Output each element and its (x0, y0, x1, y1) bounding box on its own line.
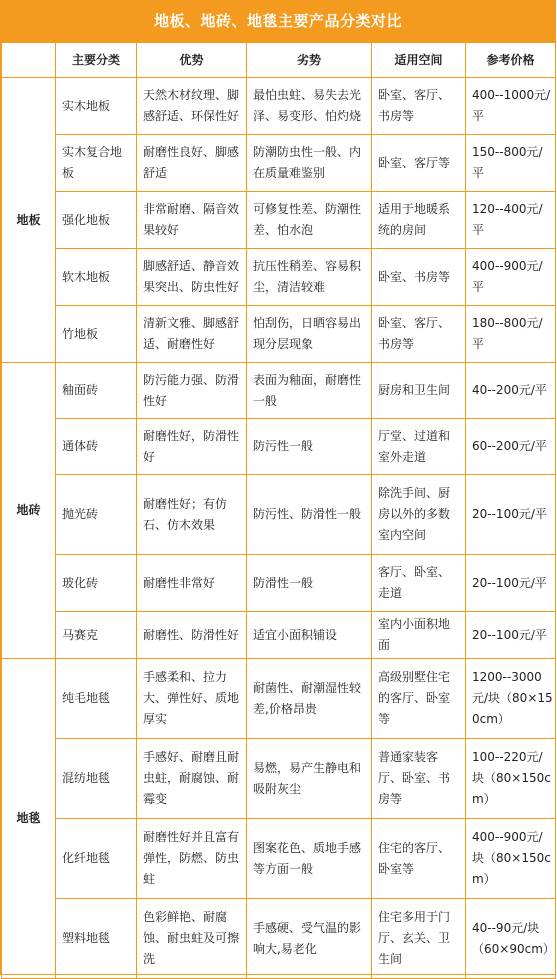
disadvantage-cell: 防潮防虫性一般、内在质量难鉴别 (247, 135, 372, 192)
table-row (2, 612, 556, 659)
price-cell: 60--200元/平 (466, 419, 556, 475)
price-cell: 20--100元/平 (466, 475, 556, 555)
space-cell: 高级别墅住宅的客厅、卧室等 (372, 659, 466, 739)
advantage-cell: 手感好、耐磨且耐虫蛀，耐腐蚀、耐霉变 (137, 739, 247, 819)
table-row (2, 363, 556, 419)
space-cell: 卧室、书房等 (372, 249, 466, 306)
table-row (2, 899, 556, 979)
table-row (2, 135, 556, 192)
price-cell: 400--900元/块（80×150cm） (466, 819, 556, 899)
header-row (2, 43, 556, 78)
header-cell-price: 参考价格 (466, 43, 556, 78)
space-cell: 室内小面积地面 (372, 612, 466, 659)
table-row (2, 555, 556, 612)
category-cell: 马赛克 (56, 612, 137, 659)
advantage-cell: 耐磨性良好、脚感舒适 (137, 135, 247, 192)
group-label-tile: 地砖 (2, 363, 56, 659)
advantage-cell: 耐磨性好并且富有弹性，防燃、防虫蛀 (137, 819, 247, 899)
advantage-cell: 脚感舒适、静音效果突出、防虫性好 (137, 249, 247, 306)
comparison-table (1, 42, 556, 979)
space-cell: 厅堂、过道和室外走道 (372, 419, 466, 475)
space-cell: 除洗手间、厨房以外的多数室内空间 (372, 475, 466, 555)
group-label-carpet: 地毯 (2, 659, 56, 979)
table-row (2, 249, 556, 306)
advantage-cell: 耐磨性、防滑性好 (137, 612, 247, 659)
header-cell-disadvantages: 劣势 (247, 43, 372, 78)
category-cell: 塑料地毯 (56, 899, 137, 979)
space-cell: 普通家装客厅、卧室、书房等 (372, 739, 466, 819)
price-cell: 1200--3000元/块（80×150cm） (466, 659, 556, 739)
category-cell: 化纤地毯 (56, 819, 137, 899)
advantage-cell: 非常耐磨、隔音效果较好 (137, 192, 247, 249)
space-cell: 卧室、客厅、书房等 (372, 78, 466, 135)
disadvantage-cell: 图案花色、质地手感等方面一般 (247, 819, 372, 899)
header-cell-category: 主要分类 (56, 43, 137, 78)
price-cell: 120--400元/平 (466, 192, 556, 249)
table-row (2, 419, 556, 475)
price-cell: 20--100元/平 (466, 612, 556, 659)
advantage-cell: 清新文雅、脚感舒适、耐磨性好 (137, 306, 247, 363)
advantage-cell: 防污能力强、防滑性好 (137, 363, 247, 419)
header-cell-advantages: 优势 (137, 43, 247, 78)
price-cell: 20--100元/平 (466, 555, 556, 612)
category-cell: 混纺地毯 (56, 739, 137, 819)
advantage-cell: 耐磨性非常好 (137, 555, 247, 612)
disadvantage-cell: 防污性、防滑性一般 (247, 475, 372, 555)
space-cell: 住宅多用于门厅、玄关、卫生间 (372, 899, 466, 979)
price-cell: 180--800元/平 (466, 306, 556, 363)
advantage-cell: 色彩鲜艳、耐腐蚀、耐虫蛀及可擦洗 (137, 899, 247, 979)
price-cell: 400--1000元/平 (466, 78, 556, 135)
category-cell: 玻化砖 (56, 555, 137, 612)
category-cell: 抛光砖 (56, 475, 137, 555)
space-cell: 厨房和卫生间 (372, 363, 466, 419)
category-cell: 通体砖 (56, 419, 137, 475)
disadvantage-cell: 手感硬、受气温的影响大,易老化 (247, 899, 372, 979)
header-cell-group (2, 43, 56, 78)
table-row (2, 306, 556, 363)
table-row (2, 78, 556, 135)
advantage-cell: 天然木材纹理、脚感舒适、环保性好 (137, 78, 247, 135)
space-cell: 住宅的客厅、卧室等 (372, 819, 466, 899)
space-cell: 卧室、客厅、书房等 (372, 306, 466, 363)
table-row (2, 819, 556, 899)
price-cell: 40--200元/平 (466, 363, 556, 419)
disadvantage-cell: 耐菌性、耐潮湿性较差,价格昂贵 (247, 659, 372, 739)
header-cell-space: 适用空间 (372, 43, 466, 78)
disadvantage-cell: 最怕虫蛀、易失去光泽、易变形、怕灼烧 (247, 78, 372, 135)
category-cell: 强化地板 (56, 192, 137, 249)
category-cell: 釉面砖 (56, 363, 137, 419)
category-cell: 软木地板 (56, 249, 137, 306)
table-row (2, 192, 556, 249)
table-row (2, 659, 556, 739)
category-cell: 竹地板 (56, 306, 137, 363)
disadvantage-cell: 怕刮伤，日晒容易出现分层现象 (247, 306, 372, 363)
advantage-cell: 手感柔和、拉力大、弹性好、质地厚实 (137, 659, 247, 739)
space-cell: 客厅、卧室、走道 (372, 555, 466, 612)
category-cell: 纯毛地毯 (56, 659, 137, 739)
price-cell: 400--900元/平 (466, 249, 556, 306)
advantage-cell: 耐磨性好，防滑性好 (137, 419, 247, 475)
price-cell: 150--800元/平 (466, 135, 556, 192)
category-cell: 实木复合地板 (56, 135, 137, 192)
space-cell: 适用于地暖系统的房间 (372, 192, 466, 249)
disadvantage-cell: 适宜小面积铺设 (247, 612, 372, 659)
group-label-floorboard: 地板 (2, 78, 56, 363)
category-cell: 实木地板 (56, 78, 137, 135)
table-row (2, 739, 556, 819)
space-cell: 卧室、客厅等 (372, 135, 466, 192)
price-cell: 40--90元/块（60×90cm） (466, 899, 556, 979)
document-title: 地板、地砖、地毯主要产品分类对比 (1, 1, 555, 42)
disadvantage-cell: 防滑性一般 (247, 555, 372, 612)
disadvantage-cell: 易燃，易产生静电和吸附灰尘 (247, 739, 372, 819)
disadvantage-cell: 防污性一般 (247, 419, 372, 475)
disadvantage-cell: 表面为釉面，耐磨性一般 (247, 363, 372, 419)
disadvantage-cell: 可修复性差、防潮性差、怕水泡 (247, 192, 372, 249)
price-cell: 100--220元/块（80×150cm） (466, 739, 556, 819)
advantage-cell: 耐磨性好；有仿石、仿木效果 (137, 475, 247, 555)
table-row (2, 475, 556, 555)
disadvantage-cell: 抗压性稍差、容易积尘，清洁较难 (247, 249, 372, 306)
